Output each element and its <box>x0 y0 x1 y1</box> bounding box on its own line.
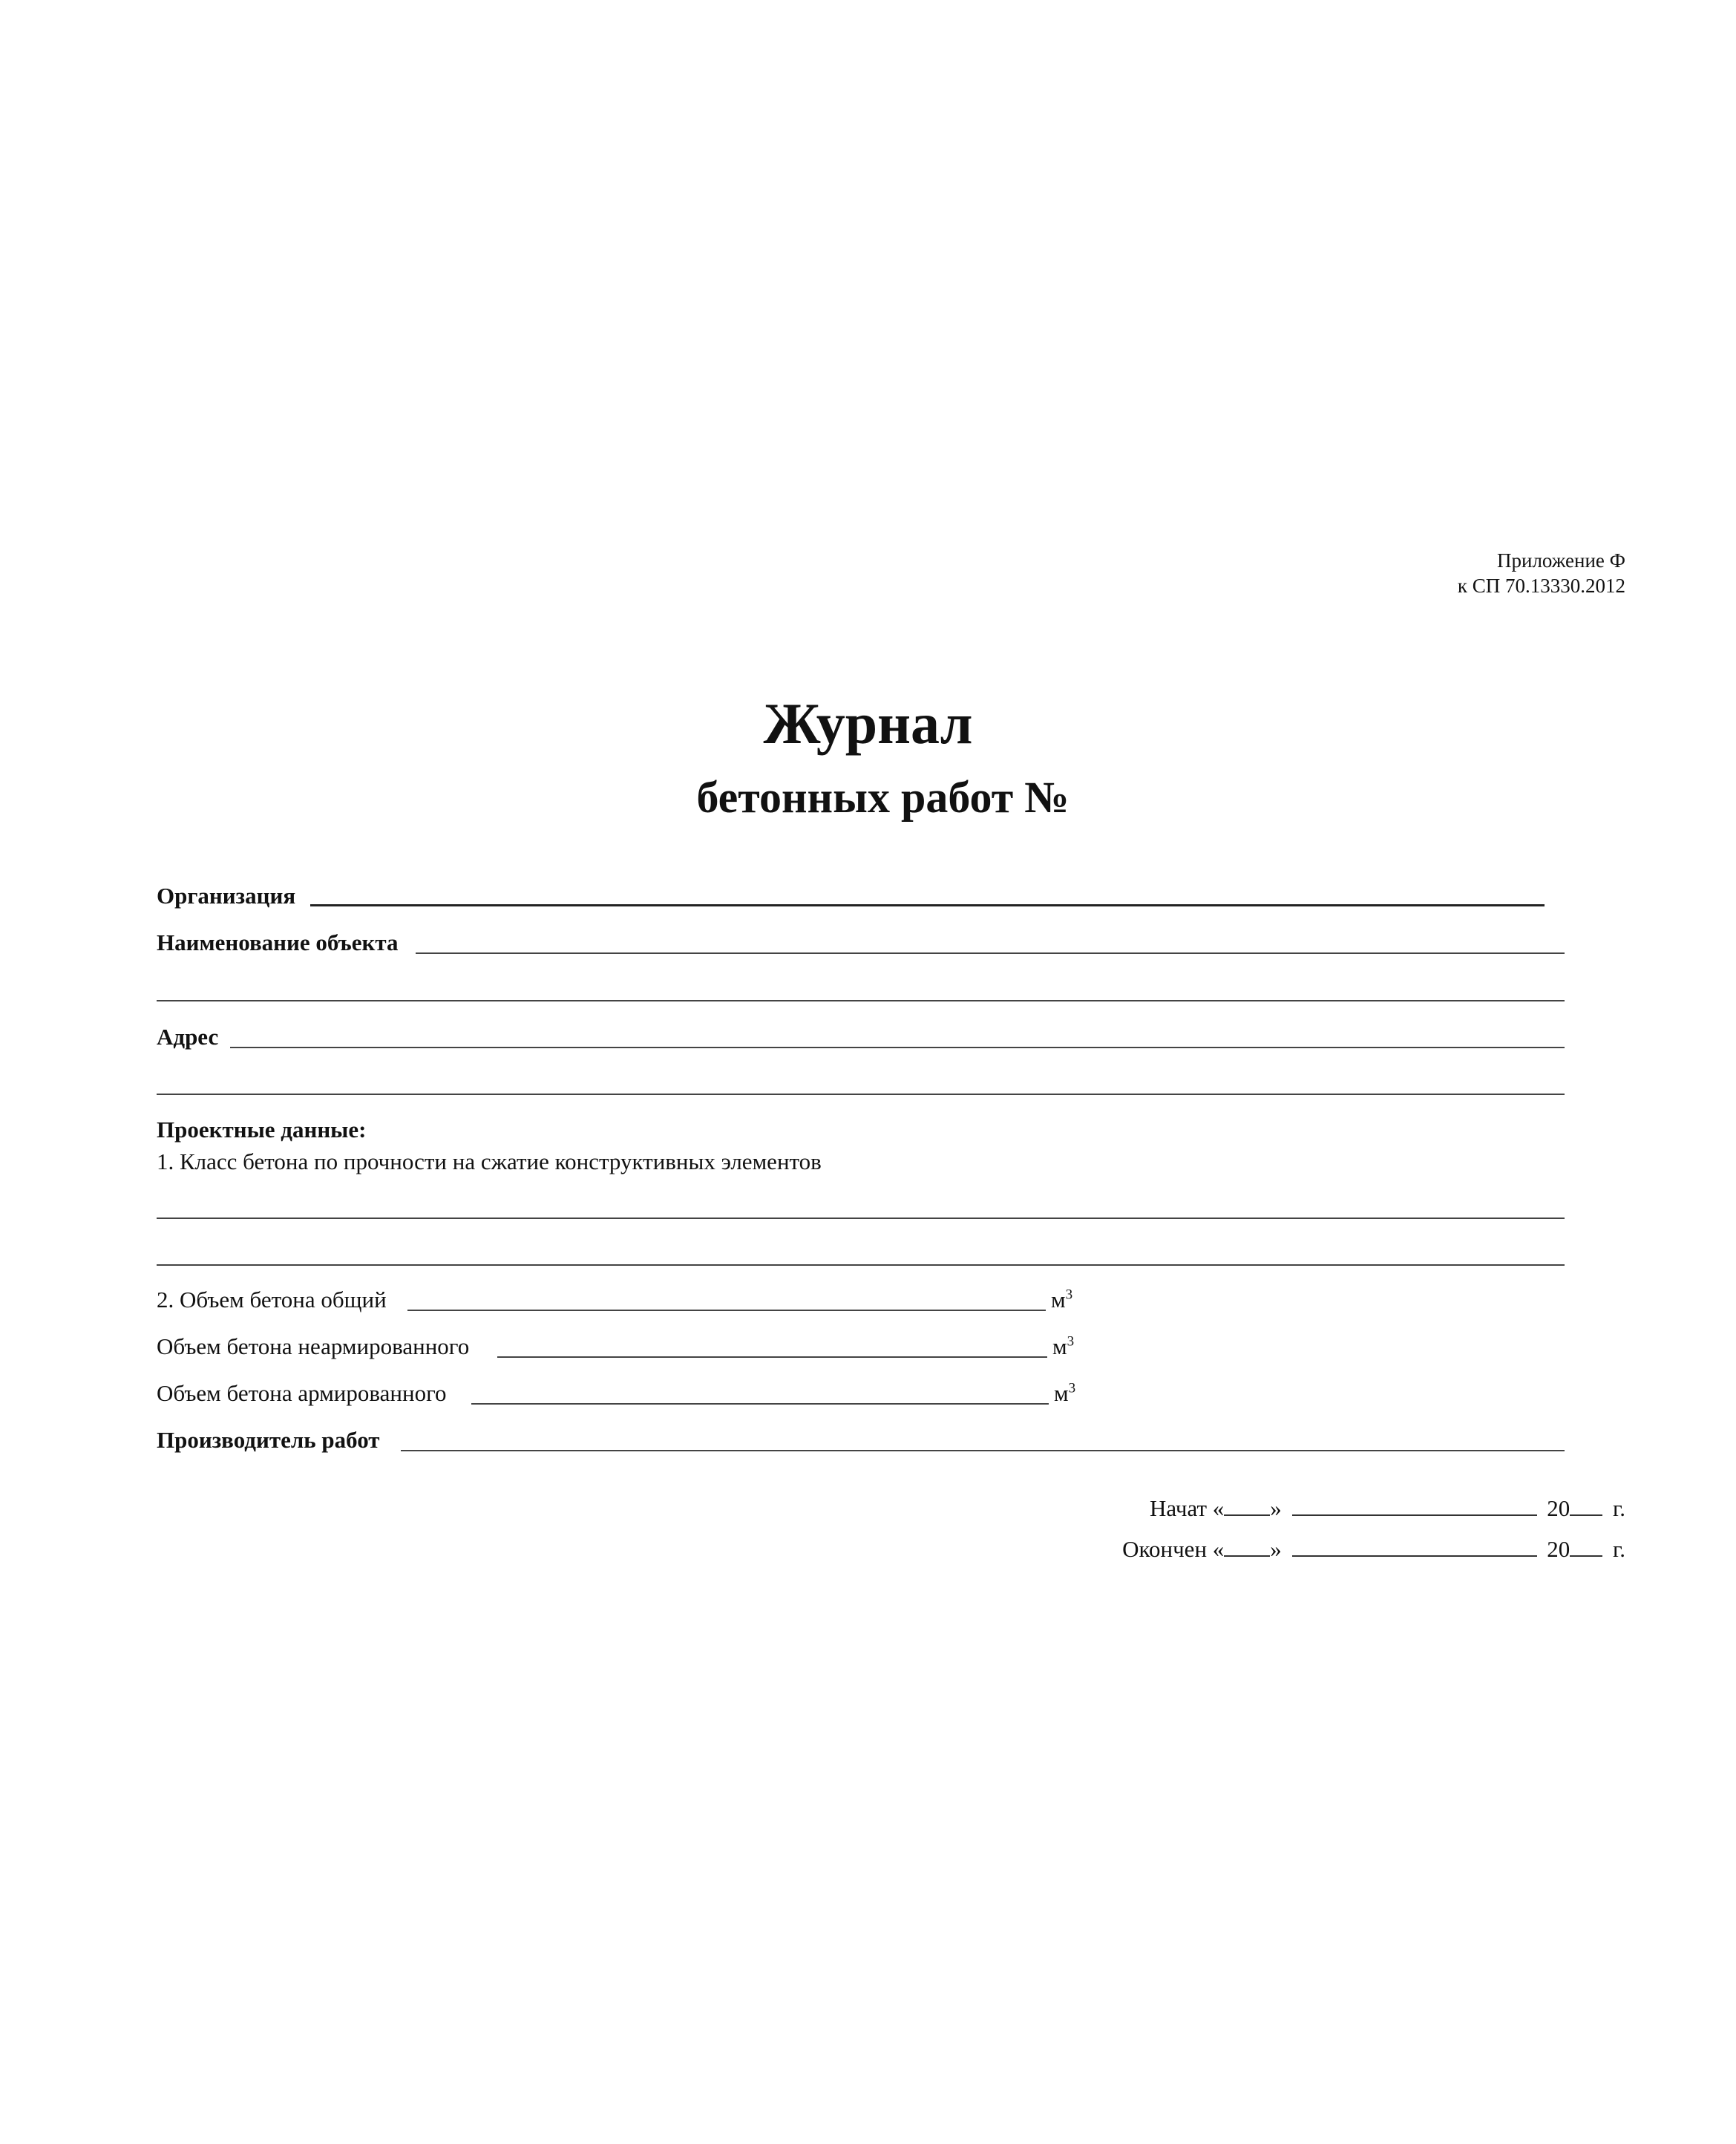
volume-unreinforced-label: Объем бетона неармированного <box>157 1333 470 1359</box>
finished-date-row: Окончен « » 20 г. <box>1122 1536 1625 1562</box>
started-month-field[interactable] <box>1292 1495 1537 1516</box>
concrete-class-label: 1. Класс бетона по прочности на сжатие конструктивных элементов <box>157 1148 822 1174</box>
works-manager-field[interactable] <box>401 1450 1565 1451</box>
finished-label: Окончен <box>1122 1536 1208 1562</box>
started-date-row: Начат « » 20 г. <box>1150 1495 1625 1521</box>
finished-day-field[interactable] <box>1224 1536 1270 1557</box>
organization-label: Организация <box>157 883 296 909</box>
concrete-class-field-2[interactable] <box>157 1264 1565 1266</box>
object-name-field-continued[interactable] <box>157 1000 1565 1001</box>
journal-subtitle: бетонных работ № <box>696 773 1070 822</box>
started-year-field[interactable] <box>1570 1495 1602 1516</box>
volume-total-unit: $м^3$ <box>1051 1287 1073 1313</box>
volume-unreinforced-unit: $м^3$ <box>1052 1333 1075 1359</box>
address-label: Адрес <box>157 1024 219 1050</box>
appendix-line-2: к СП 70.13330.2012 <box>1457 575 1625 597</box>
appendix-line-1: Приложение Ф <box>1497 549 1625 572</box>
address-field-continued[interactable] <box>157 1094 1565 1095</box>
works-manager-label: Производитель работ <box>157 1427 380 1453</box>
journal-title: Журнал <box>763 691 973 756</box>
organization-field[interactable] <box>310 904 1545 906</box>
started-day-field[interactable] <box>1224 1495 1270 1516</box>
object-name-label: Наименование объекта <box>157 929 399 955</box>
object-name-field[interactable] <box>416 952 1565 954</box>
volume-reinforced-field[interactable] <box>471 1403 1049 1405</box>
concrete-class-field-1[interactable] <box>157 1218 1565 1219</box>
project-data-heading: Проектные данные: <box>157 1117 367 1143</box>
volume-reinforced-label: Объем бетона армированного <box>157 1380 447 1406</box>
finished-month-field[interactable] <box>1292 1536 1537 1557</box>
volume-reinforced-unit: $м^3$ <box>1054 1380 1076 1406</box>
volume-total-field[interactable] <box>407 1310 1046 1311</box>
volume-total-label: 2. Объем бетона общий <box>157 1287 387 1313</box>
started-label: Начат <box>1150 1495 1208 1521</box>
volume-unreinforced-field[interactable] <box>497 1356 1047 1358</box>
address-field[interactable] <box>230 1047 1565 1048</box>
finished-year-field[interactable] <box>1570 1536 1602 1557</box>
